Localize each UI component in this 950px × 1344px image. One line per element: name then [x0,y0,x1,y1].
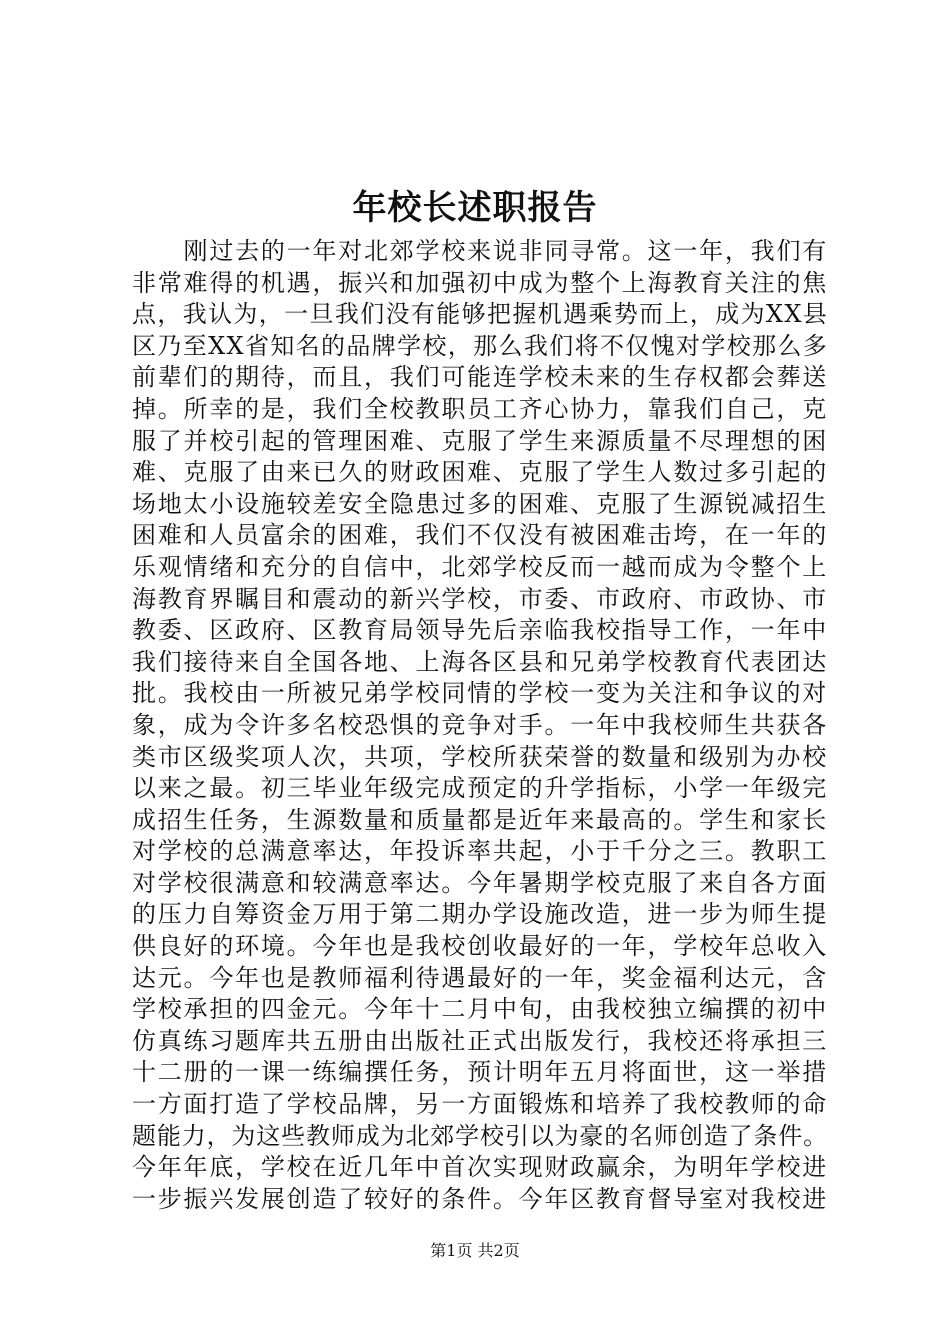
body-line: 学校承担的四金元。今年十二月中旬，由我校独立编撰的初中 [132,995,829,1024]
body-line: 十二册的一课一练编撰任务，预计明年五月将面世，这一举措 [132,1058,829,1087]
document-title: 年校长述职报告 [352,188,598,228]
body-line: 乐观情绪和充分的自信中，北郊学校反而一越而成为令整个上 [132,552,829,581]
body-line: 对学校很满意和较满意率达。今年暑期学校克服了来自各方面 [132,868,829,897]
body-line: 刚过去的一年对北郊学校来说非同寻常。这一年，我们有 [132,237,829,265]
body-line: 点，我认为，一旦我们没有能够把握机遇乘势而上，成为XX县 [132,300,829,329]
body-line: 教委、区政府、区教育局领导先后亲临我校指导工作，一年中 [132,616,829,645]
body-line: 非常难得的机遇，振兴和加强初中成为整个上海教育关注的焦 [132,268,829,297]
body-line: 以来之最。初三毕业年级完成预定的升学指标，小学一年级完 [132,774,829,803]
body-line: 掉。所幸的是，我们全校教职员工齐心协力，靠我们自己，克 [132,394,829,423]
body-line: 象，成为令许多名校恐惧的竞争对手。一年中我校师生共获各 [132,710,829,739]
body-line: 我们接待来自全国各地、上海各区县和兄弟学校教育代表团达 [132,647,829,676]
page-number-label: 第1页 共2页 [430,1241,520,1260]
body-line: 类市区级奖项人次，共项，学校所获荣誉的数量和级别为办校 [132,742,829,771]
body-line: 供良好的环境。今年也是我校创收最好的一年，学校年总收入 [132,932,829,961]
body-line: 的压力自筹资金万用于第二期办学设施改造，进一步为师生提 [132,900,829,929]
body-line: 海教育界瞩目和震动的新兴学校，市委、市政府、市政协、市 [132,584,829,613]
body-line: 场地太小设施较差安全隐患过多的困难、克服了生源锐减招生 [132,489,829,518]
body-line: 成招生任务，生源数量和质量都是近年来最高的。学生和家长 [132,805,829,834]
body-line: 难、克服了由来已久的财政困难、克服了学生人数过多引起的 [132,458,829,487]
body-line: 对学校的总满意率达，年投诉率共起，小于千分之三。教职工 [132,837,829,866]
body-line: 前辈们的期待，而且，我们可能连学校未来的生存权都会葬送 [132,363,829,392]
document-body [132,236,828,1215]
body-line: 批。我校由一所被兄弟学校同情的学校一变为关注和争议的对 [132,679,829,708]
body-line: 今年年底，学校在近几年中首次实现财政赢余，为明年学校进 [132,1153,829,1182]
body-line: 题能力，为这些教师成为北郊学校引以为豪的名师创造了条件。 [132,1121,828,1150]
body-line: 达元。今年也是教师福利待遇最好的一年，奖金福利达元，含 [132,963,829,992]
body-line: 一方面打造了学校品牌，另一方面锻炼和培养了我校教师的命 [132,1090,829,1119]
body-line: 仿真练习题库共五册由出版社正式出版发行，我校还将承担三 [132,1026,829,1055]
body-line: 区乃至XX省知名的品牌学校，那么我们将不仅愧对学校那么多 [132,331,829,360]
body-line: 一步振兴发展创造了较好的条件。今年区教育督导室对我校进 [132,1184,829,1213]
body-line: 困难和人员富余的困难，我们不仅没有被困难击垮，在一年的 [132,521,829,550]
body-line: 服了并校引起的管理困难、克服了学生来源质量不尽理想的困 [132,426,829,455]
page-footer [0,1240,950,1262]
